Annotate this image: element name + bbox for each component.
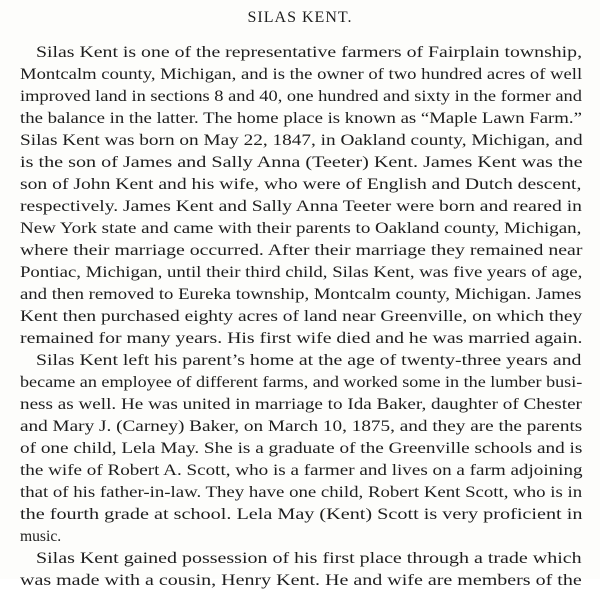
text-line: Silas Kent gained possession of his first place through a trade which: [36, 550, 582, 567]
text-line: the fourth grade at school. Lela May (Kent) Scott is very proficient in: [20, 506, 583, 523]
text-line: Silas Kent left his parent’s home at the age of twenty-three years and: [36, 352, 582, 369]
text-line: that of his father-in-law. They have one child, Robert Kent Scott, who is in: [20, 484, 583, 501]
text-line: ness as well. He was united in marriage to Ida Baker, daughter of Chester: [20, 396, 582, 413]
text-line: was made with a cousin, Henry Kent. He and wife are members of the: [20, 572, 582, 589]
text-line: respectively. James Kent and Sally Anna Teeter were born and reared in: [20, 198, 582, 215]
text-line: and then removed to Eureka township, Montcalm county, Michigan. James: [20, 286, 582, 303]
text-line: the balance in the latter. The home place is known as “Maple Lawn Farm.”: [20, 110, 582, 127]
text-line: where their marriage occurred. After their marriage they remained near: [20, 242, 583, 259]
text-line: Pontiac, Michigan, until their third child, Silas Kent, was five years of age,: [20, 264, 583, 281]
text-line: is the son of James and Sally Anna (Teeter) Kent. James Kent was the: [20, 154, 583, 171]
text-line: remained for many years. His first wife died and he was married again.: [20, 330, 583, 347]
text-line: the wife of Robert A. Scott, who is a farmer and lives on a farm adjoining: [20, 462, 583, 479]
text-line: New York state and came with their parents to Oakland county, Michigan,: [20, 220, 582, 237]
text-line: Silas Kent was born on May 22, 1847, in Oakland county, Michigan, and: [20, 132, 583, 149]
text-line: Kent then purchased eighty acres of land near Greenville, on which they: [20, 308, 583, 325]
text-line: became an employee of different farms, and worked some in the lumber busi-: [20, 374, 583, 391]
text-line: son of John Kent and his wife, who were of English and Dutch descent,: [20, 176, 582, 193]
text-line: Montcalm county, Michigan, and is the owner of two hundred acres of well: [20, 66, 583, 83]
text-line: improved land in sections 8 and 40, one hundred and sixty in the former and: [20, 88, 582, 105]
text-line: Silas Kent is one of the representative farmers of Fairplain township,: [36, 44, 583, 61]
text-line: music.: [20, 528, 62, 545]
text-line: and Mary J. (Carney) Baker, on March 10, 1875, and they are the parents: [20, 418, 583, 435]
page-title: SILAS KENT.: [247, 9, 353, 26]
text-line: of one child, Lela May. She is a graduate of the Greenville schools and is: [20, 440, 583, 457]
